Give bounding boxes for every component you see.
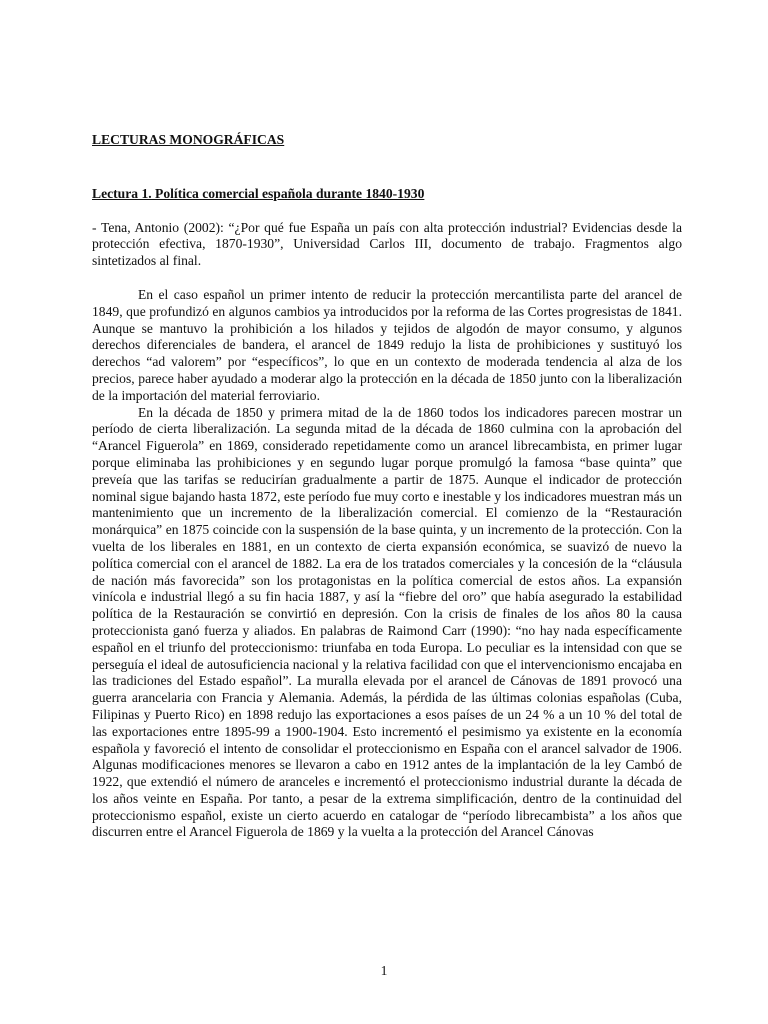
- page-number: 1: [380, 963, 388, 978]
- bibliographic-reference: - Tena, Antonio (2002): “¿Por qué fue España un país con alta protección industrial? Evidencias desde la protección efectiva, 1870-1930”, Universidad Carlos III, documento de trabajo. Fragmentos algo sintetizados al final.: [92, 219, 682, 269]
- body-paragraph-2: En la década de 1850 y primera mitad de la de 1860 todos los indicadores parecen mostrar un período de cierta liberalización. La segunda mitad de la década de 1860 culmina con la aprobación del “Arancel Figuerola” en 1869, considerado repetidamente como un arancel librecambista, en primer lugar porque eliminaba las prohibiciones y en segundo lugar porque promulgó la famosa “base quinta” que preveía que las tarifas se reducirían gradualmente a partir de 1875. Aunque el indicador de protección nominal sigue bajando hasta 1872, este período fue muy corto e inestable y los indicadores muestran más un mantenimiento que un incremento de la liberalización comercial. El comienzo de la “Restauración monárquica” en 1875 coincide con la suspensión de la base quinta, y un incremento de la protección. Con la vuelta de los liberales en 1881, en un contexto de cierta expansión económica, se suavizó de nuevo la política comercial con el arancel de 1882. La era de los tratados comerciales y la concesión de la “cláusula de nación más favorecida” son los protagonistas en la política comercial de estos años. La expansión vinícola e industrial llegó a su fin hacia 1887, y así la “fiebre del oro” que había asegurado la estabilidad política de la Restauración se convirtió en depresión. Con la crisis de finales de los años 80 la causa proteccionista ganó fuerza y aliados. En palabras de Raimond Carr (1990): “no hay nada específicamente español en el triunfo del proteccionismo: triunfaba en toda Europa. Lo peculiar es la intensidad con que se perseguía el ideal de autosuficiencia nacional y la relativa facilidad con que el intervencionismo encajaba en las tradiciones del Estado español”. La muralla elevada por el arancel de Cánovas de 1891 provocó una guerra arancelaria con Francia y Alemania. Además, la pérdida de las últimas colonias españolas (Cuba, Filipinas y Puerto Rico) en 1898 redujo las exportaciones a esos países de un 24 % a un 10 % del total de las exportaciones entre 1895-99 a 1900-1904. Esto incrementó el pesimismo ya existente en la economía española y favoreció el intento de consolidar el proteccionismo en España con el arancel salvador de 1906. Algunas modificaciones menores se llevaron a cabo en 1912 antes de la implantación de la ley Cambó de 1922, que extendió el número de aranceles e incrementó el proteccionismo industrial durante la década de los años veinte en España. Por tanto, a pesar de la extrema simplificación, dentro de la continuidad del proteccionismo español, existe un cierto acuerdo en catalogar de “período librecambista” a los años que discurren entre el Arancel Figuerola de 1869 y la vuelta a la protección del Arancel Cánovas: [92, 404, 682, 840]
- reading-title: Lectura 1. Política comercial española durante 1840-1930: [92, 185, 425, 201]
- section-title: LECTURAS MONOGRÁFICAS: [92, 132, 285, 147]
- document-page: [92, 132, 682, 841]
- body-paragraph-1: En el caso español un primer intento de reducir la protección mercantilista parte del arancel de 1849, que profundizó en algunos cambios ya introducidos por la reforma de las Cortes progresistas de 1841. Aunque se mantuvo la prohibición a los hilados y tejidos de algodón de mayor consumo, y algunos derechos diferenciales de bandera, el arancel de 1849 redujo la lista de prohibiciones y sustituyó los derechos “ad valorem” por “específicos”, lo que en un contexto de moderada tendencia al alza de los precios, parece haber ayudado a moderar algo la protección en la década de 1850 junto con la liberalización de la importación del material ferroviario.: [92, 286, 682, 403]
